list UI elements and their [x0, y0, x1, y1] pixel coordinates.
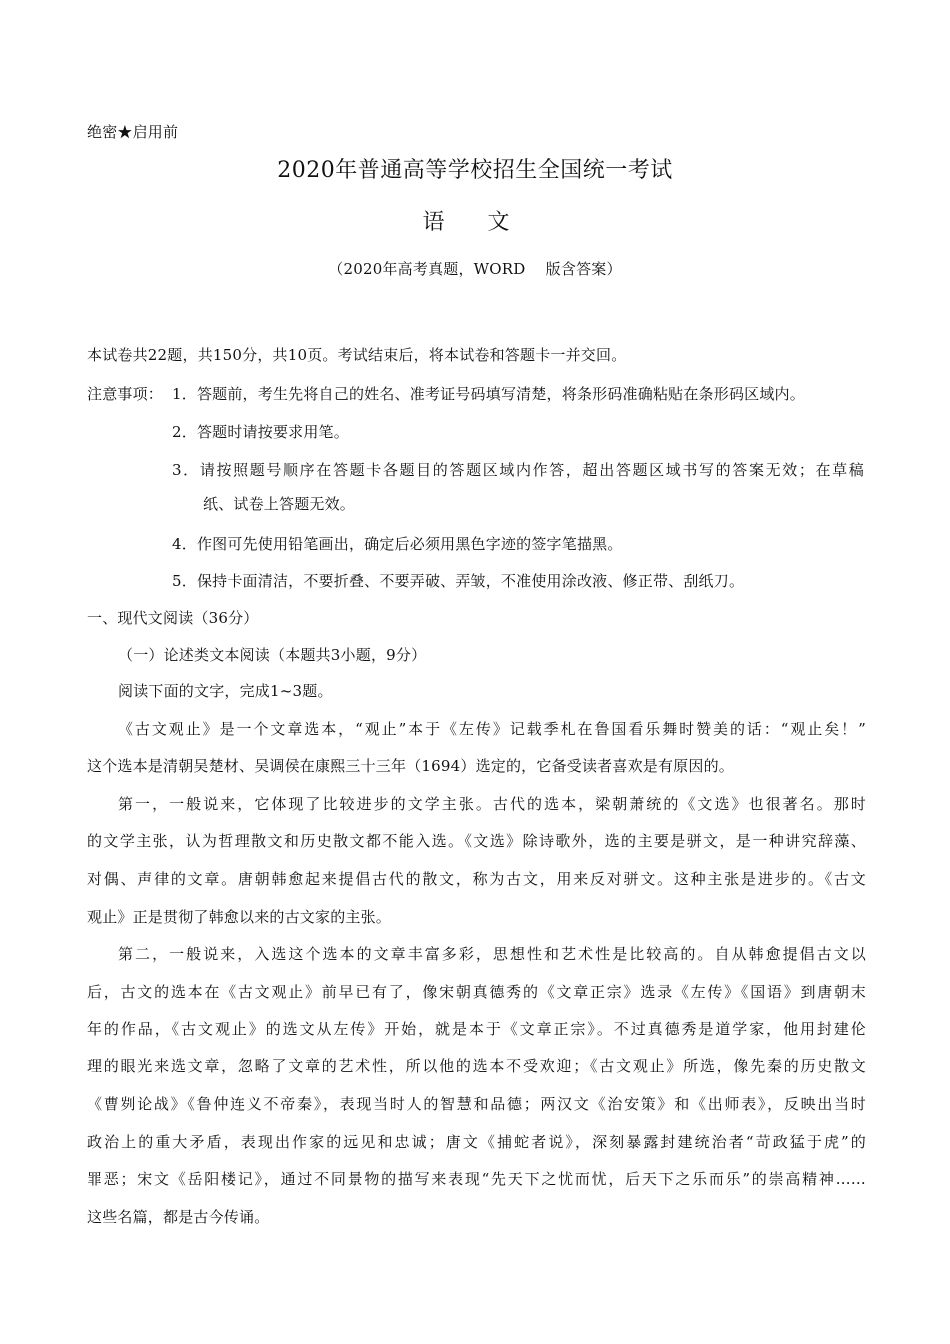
secret-mark: 绝密★启用前 [87, 123, 179, 141]
reading-prompt: 阅读下面的文字，完成1~3题。 [118, 682, 333, 700]
passage-p2-line-4: 观止》正是贯彻了韩愈以来的古文家的主张。 [87, 908, 392, 926]
passage-p3-line-2: 后，古文的选本在《古文观止》前早已有了，像宋朝真德秀的《文章正宗》选录《左传》《国语》到唐朝末 [87, 983, 866, 1001]
passage-p2-line-1: 第一，一般说来，它体现了比较进步的文学主张。古代的选本，梁朝萧统的《文选》也很著名。那时 [118, 795, 866, 813]
edition-note: （2020年高考真题，WORD 版含答案） [328, 260, 622, 278]
passage-p3-line-5: 《曹刿论战》《鲁仲连义不帝秦》，表现当时人的智慧和品德；两汉文《治安策》和《出师表》，反映出当时 [87, 1095, 866, 1113]
passage-p3-line-3: 年的作品，《古文观止》的选文从左传》开始，就是本于《文章正宗》。不过真德秀是道学家，他用封建伦 [87, 1020, 866, 1038]
notice-label: 注意事项： [87, 385, 164, 403]
notice-item-5: 5．保持卡面清洁，不要折叠、不要弄破、弄皱，不准使用涂改液、修正带、刮纸刀。 [172, 572, 745, 590]
passage-p1-line-1: 《古文观止》是一个文章选本，“观止”本于《左传》记载季札在鲁国看乐舞时赞美的话：“观止矣！” [118, 720, 866, 738]
passage-p3-line-1: 第二，一般说来，入选这个选本的文章丰富多彩，思想性和艺术性是比较高的。自从韩愈提倡古文以 [118, 945, 866, 963]
passage-p2-line-2: 的文学主张，认为哲理散文和历史散文都不能入选。《文选》除诗歌外，选的主要是骈文，是一种讲究辞藻、 [87, 832, 866, 850]
passage-p3-line-7: 罪恶；宋文《岳阳楼记》，通过不同景物的描写来表现“先天下之忧而忧，后天下之乐而乐”的崇高精神…… [87, 1170, 866, 1188]
section-subheading: （一）论述类文本阅读（本题共3小题，9分） [118, 646, 427, 664]
exam-intro: 本试卷共22题，共150分，共10页。考试结束后，将本试卷和答题卡一并交回。 [87, 346, 627, 364]
passage-p2-line-3: 对偶、声律的文章。唐朝韩愈起来提倡古代的散文，称为古文，用来反对骈文。这种主张是进步的。《古文 [87, 870, 866, 888]
passage-p3-line-4: 理的眼光来选文章，忽略了文章的艺术性，所以他的选本不受欢迎；《古文观止》所选，像先秦的历史散文 [87, 1057, 866, 1075]
section-heading: 一、现代文阅读（36分） [87, 609, 259, 627]
notice-item-4: 4．作图可先使用铅笔画出，确定后必须用黑色字迹的签字笔描黑。 [172, 535, 623, 553]
passage-p1-line-2: 这个选本是清朝吴楚材、吴调侯在康熙三十三年（1694）选定的，它备受读者喜欢是有原因的。 [87, 757, 734, 775]
notice-item-2: 2．答题时请按要求用笔。 [172, 423, 349, 441]
exam-title: 2020年普通高等学校招生全国统一考试 [277, 158, 673, 183]
notice-item-3-cont: 纸、试卷上答题无效。 [203, 495, 356, 513]
notice-item-1: 1．答题前，考生先将自己的姓名、准考证号码填写清楚，将条形码准确粘贴在条形码区域内。 [172, 385, 805, 403]
notice-item-3: 3．请按照题号顺序在答题卡各题目的答题区域内作答，超出答题区域书写的答案无效；在草稿 [172, 461, 864, 479]
subject-title: 语 文 [422, 210, 528, 235]
passage-p3-line-8: 这些名篇，都是古今传诵。 [87, 1208, 270, 1226]
passage-p3-line-6: 政治上的重大矛盾，表现出作家的远见和忠诚；唐文《捕蛇者说》，深刻暴露封建统治者“苛政猛于虎”的 [87, 1133, 866, 1151]
